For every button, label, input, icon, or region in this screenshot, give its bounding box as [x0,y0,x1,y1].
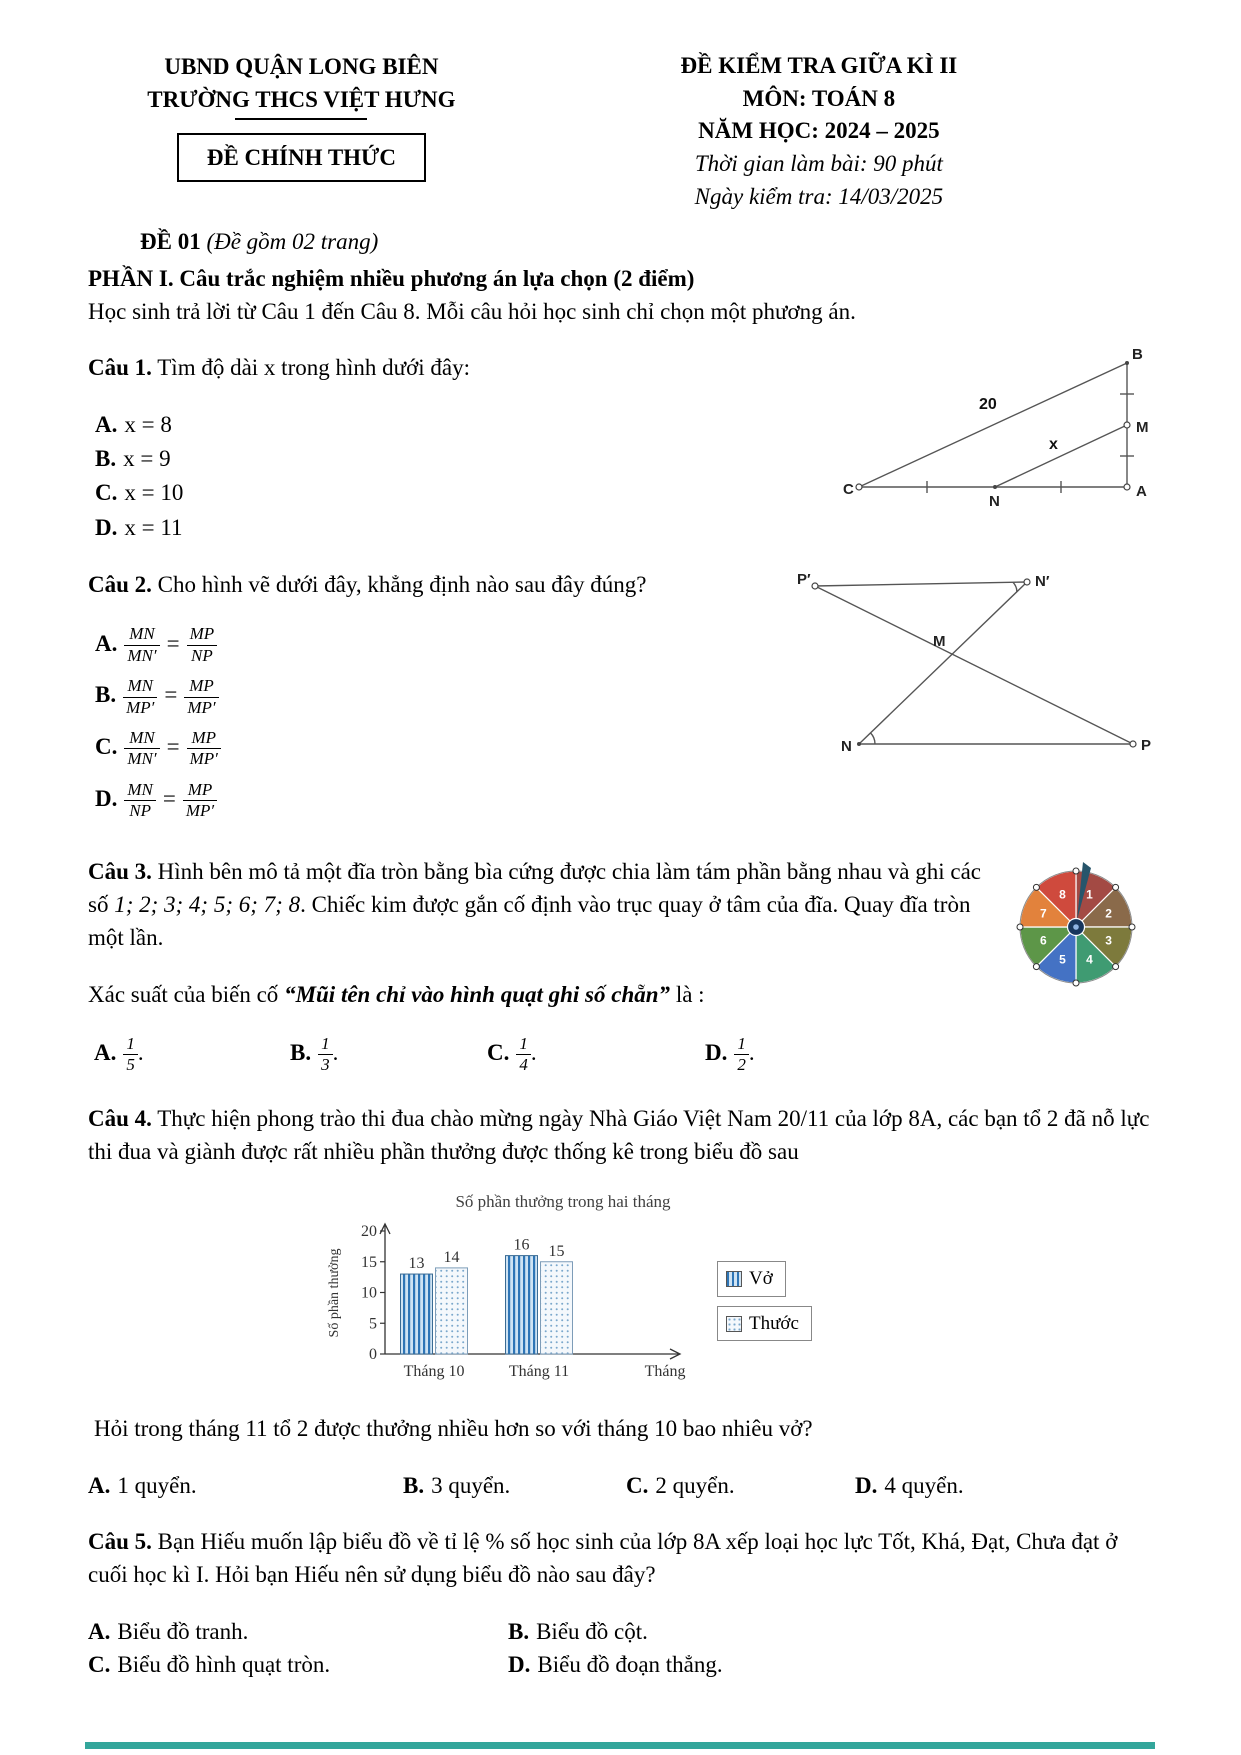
q1-geometry-figure [843,345,1153,510]
q3-option-c: C. $\frac{1}{4}$ . [487,1033,537,1075]
vertex-label-M: M [1136,419,1149,437]
spinner-rim-dot [1073,868,1079,874]
q2-option-a: A. $\frac{MN}{MN'}$ = $\frac{MP}{NP}$ [95,624,1155,666]
org-underline [235,118,367,120]
spinner-number: 8 [1059,886,1066,901]
q5-options [88,1615,1155,1682]
question-5 [88,1525,1155,1681]
spinner-rim-dot [1033,963,1039,969]
q2-option-c: C. $\frac{MN}{MN'}$ = $\frac{MP}{MP'}$ [95,728,1155,770]
spinner-rim-dot [1129,924,1135,930]
vertex-label-N: N [841,738,852,756]
q5-option-b: B. Biểu đồ cột. [508,1618,648,1644]
q2-option-b: B. $\frac{MN}{MP'}$ = $\frac{MP}{MP'}$ [95,676,1155,718]
exam-duration: Thời gian làm bài: 90 phút [694,150,943,176]
spinner-rim-dot [1113,884,1119,890]
spinner-number: 4 [1086,952,1093,967]
x-category-label: Tháng 11 [508,1363,570,1381]
q5-option-d: D. Biểu đồ đoạn thẳng. [508,1652,723,1678]
footer-bar [85,1742,1155,1749]
q3-options [94,1034,1155,1076]
header-right [515,50,1123,213]
spinner-number: 1 [1086,886,1093,901]
spinner-number: 5 [1059,952,1066,967]
org-line2: TRƯỜNG THCS VIỆT HƯNG [147,87,456,113]
header-left [88,50,515,213]
question-1 [88,346,1155,545]
legend-item-vo: Vở [717,1261,786,1297]
spinner-figure [1009,859,1147,1006]
bar-Thước [541,1262,573,1354]
q3-text: Câu 3. Hình bên mô tả một đĩa tròn bằng bìa cứng được chia làm tám phần bằng nhau và ghi các số 1; 2; 3; 4; 5; 6; 7; 8. Chiếc kim được gắn cố định vào trục quay ở tâm của đĩa. Quay đĩa tròn một lần. [88,858,981,951]
bar-chart-svg [323,1191,703,1406]
chart-legend [717,1261,812,1350]
bar-Vở [401,1274,433,1354]
document-header [88,50,1155,213]
unknown-length-label: x [1049,436,1058,454]
q5-option-c: C. Biểu đồ hình quạt tròn. [88,1652,331,1678]
exam-code: ĐỀ 01 [140,229,201,255]
spinner-rim-dot [1017,924,1023,930]
q1-option-c: C. x = 10 [95,480,184,506]
exam-title: ĐỀ KIỂM TRA GIỮA KÌ II [680,53,958,78]
side-length-label: 20 [979,396,997,414]
spinner-number: 6 [1040,933,1047,947]
bar-value-label: 13 [408,1255,425,1273]
chart-ylabel: Số phần thưởng [327,1248,342,1338]
y-tick-label: 5 [369,1315,377,1333]
question-4 [88,1102,1155,1502]
vertex-label-P-prime: P′ [797,571,811,589]
spinner-rim-dot [1113,963,1119,969]
bar-Thước [436,1268,468,1354]
vertex-label-B: B [1132,346,1143,364]
spinner-number: 2 [1105,906,1112,920]
x-category-label: Tháng 10 [403,1363,465,1381]
chart-xlabel: Tháng [644,1363,686,1381]
legend-item-thuoc: Thước [717,1306,812,1342]
y-tick-label: 0 [369,1346,377,1364]
official-exam-box: ĐỀ CHÍNH THỨC [177,133,426,182]
exam-date: Ngày kiểm tra: 14/03/2025 [694,183,944,209]
q1-option-d: D. x = 11 [95,514,183,540]
q1-text: Câu 1. Tìm độ dài x trong hình dưới đây: [88,355,470,381]
legend-marker-thuoc-icon [726,1316,742,1332]
spinner-number: 7 [1040,906,1047,920]
q4-option-d: D. 4 quyển. [855,1472,964,1498]
q5-option-a: A. Biểu đồ tranh. [88,1618,249,1644]
q4-option-b: B. 3 quyển. [403,1472,511,1498]
chart-title: Số phần thưởng trong hai tháng [455,1192,671,1212]
bar-value-label: 14 [443,1249,460,1267]
exam-subject: MÔN: TOÁN 8 [742,85,896,111]
spinner-svg [1009,859,1147,997]
vertex-label-C: C [843,481,854,499]
vertex-label-A: A [1136,483,1147,501]
bar-value-label: 16 [513,1236,530,1254]
exam-code-note: (Đề gồm 02 trang) [206,229,379,255]
q5-text: Câu 5. Bạn Hiếu muốn lập biểu đồ về tỉ lệ % số học sinh của lớp 8A xếp loại học lực Tốt, Khá, Đạt, Chưa đạt ở cuối học kì I. Hỏi bạn Hiếu nên sử dụng biểu đồ nào sau đây? [88,1529,1118,1588]
spinner-rim-dot [1073,980,1079,986]
question-2 [88,568,1155,831]
org-line1: UBND QUẬN LONG BIÊN [164,54,439,79]
legend-marker-vo-icon [726,1271,742,1287]
q4-text: Câu 4. Thực hiện phong trào thi đua chào mừng ngày Nhà Giáo Việt Nam 20/11 của lớp 8A, các bạn tổ 2 đã nỗ lực thi đua và giành được rất nhiều phần thưởng được thống kê trong biểu đồ sau [88,1105,1150,1164]
bar-value-label: 15 [548,1243,565,1261]
question-3 [88,855,1155,1076]
part1-instruction: Học sinh trả lời từ Câu 1 đến Câu 8. Mỗi câu hỏi học sinh chỉ chọn một phương án. [88,298,856,324]
q4-option-a: A. 1 quyển. [88,1472,197,1498]
q4-bar-chart [323,1191,1155,1406]
vertex-label-N: N [989,493,1000,511]
y-tick-label: 15 [361,1254,377,1272]
q1-option-a: A. x = 8 [95,411,172,437]
q4-options [88,1469,1155,1502]
q2-geometry-figure [795,570,1155,762]
spinner-rim-dot [1033,884,1039,890]
bar-Vở [506,1256,538,1354]
q2-option-d: D. $\frac{MN}{NP}$ = $\frac{MP}{MP'}$ [95,780,1155,822]
q3-text2: Xác suất của biến cố “Mũi tên chỉ vào hình quạt ghi số chẵn” là : [88,981,705,1007]
exam-code-line [140,225,1155,258]
q4-option-c: C. 2 quyển. [626,1472,735,1498]
spinner-hub-center [1073,924,1079,930]
y-tick-label: 20 [361,1223,377,1241]
q3-option-a: A. $\frac{1}{5}$ . [94,1033,144,1075]
q3-option-b: B. $\frac{1}{3}$ . [290,1033,339,1075]
q2-text: Câu 2. Cho hình vẽ dưới đây, khẳng định nào sau đây đúng? [88,572,647,598]
q3-option-d: D. $\frac{1}{2}$ . [705,1033,755,1075]
part1-title: PHẦN I. Câu trắc nghiệm nhiều phương án lựa chọn (2 điểm) [88,265,695,291]
vertex-label-P: P [1141,737,1152,755]
school-year: NĂM HỌC: 2024 – 2025 [698,118,940,144]
spinner-number: 3 [1105,933,1112,947]
vertex-label-M: M [933,633,946,651]
q1-option-b: B. x = 9 [95,446,171,471]
q4-question: Hỏi trong tháng 11 tổ 2 được thưởng nhiều hơn so với tháng 10 bao nhiêu vở? [94,1416,813,1442]
vertex-label-N-prime: N′ [1035,573,1050,591]
y-tick-label: 10 [361,1284,377,1302]
